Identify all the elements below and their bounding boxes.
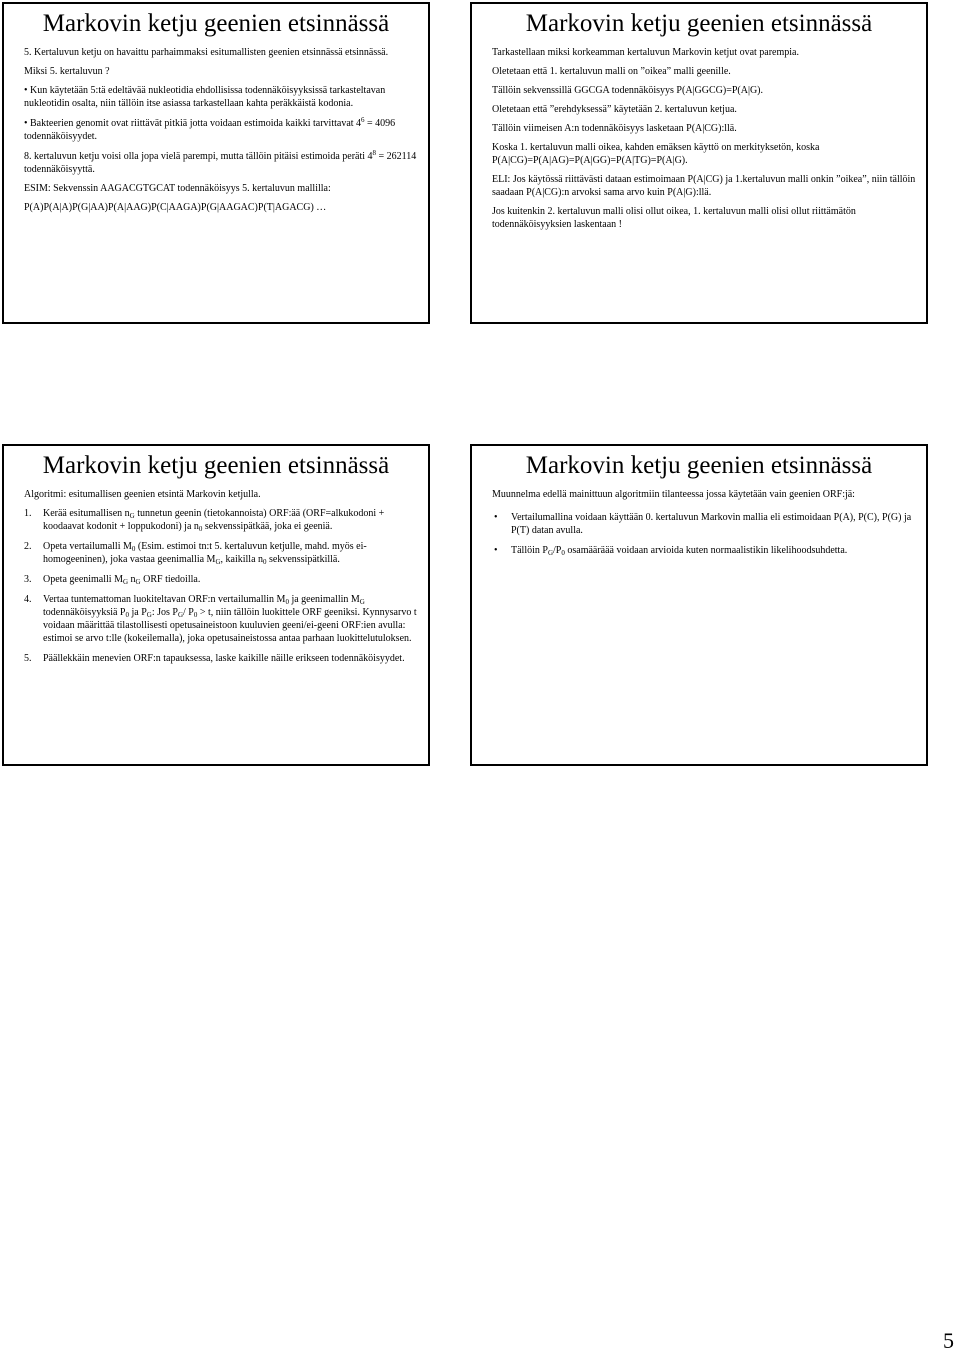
item-number: 5.: [24, 653, 32, 664]
subscript: 0: [193, 611, 198, 619]
superscript: 8: [372, 149, 377, 157]
subscript: G: [129, 512, 135, 520]
bullet-glyph: •: [24, 85, 28, 96]
paragraph: [24, 150, 422, 176]
list-item: [492, 511, 920, 537]
text: ja geenimallin M: [288, 594, 360, 605]
text: : Jos P: [151, 607, 178, 618]
slide-3: [2, 444, 430, 766]
subscript: G: [359, 598, 365, 606]
bullet-glyph: •: [494, 545, 498, 556]
slide-body: [4, 46, 428, 214]
numbered-list: [24, 507, 422, 665]
item-number: 2.: [24, 541, 32, 552]
text: Päällekkäin menevien ORF:n tapauksessa, laske kaikille näille erikseen todennäköisyydet.: [43, 653, 405, 664]
subscript: 0: [131, 545, 136, 553]
bullet-item: [24, 117, 422, 143]
slide-body: [472, 488, 926, 557]
slide-title: Markovin ketju geenien etsinnässä: [525, 452, 873, 479]
paragraph: Oletetaan että 1. kertaluvun malli on ”oikea” malli geenille.: [492, 66, 731, 77]
formula: P(A)P(A|A)P(G|AA)P(A|AAG)P(C|AAGA)P(G|AAGAC)P(T|AGACG) …: [24, 202, 327, 213]
paragraph: Algoritmi: esitumallisen geenien etsintä Markovin ketjulla.: [24, 489, 261, 500]
list-item: [24, 593, 422, 645]
subscript: 0: [263, 558, 267, 566]
text: Kerää esitumallisen n: [43, 508, 130, 519]
paragraph: Tällöin sekvenssillä GGCGA todennäköisyys P(A|GGCG)=P(A|G).: [492, 85, 764, 96]
page-number: 5: [943, 1328, 954, 1353]
slide-2: [470, 2, 928, 324]
slide-body: [4, 488, 428, 665]
text: > t, niin tällöin luokittele ORF geeniksi. Kynnysarvo t voidaan määrittää tilastollisesti opetusaineistoon kuuluvien geeni/ei-geeni ORF:ien avulla: estimoi se arvo t:lle (kokeilemalla), joka opetusaineistossa antaa parhaan luokittelutuloksen.: [43, 607, 417, 644]
paragraph: Tarkastellaan miksi korkeamman kertaluvun Markovin ketjut ovat parempia.: [492, 47, 799, 58]
item-number: 3.: [24, 574, 32, 585]
slide-title: Markovin ketju geenien etsinnässä: [525, 10, 873, 37]
item-number: 4.: [24, 594, 32, 605]
paragraph: ELI: Jos käytössä riittävästi dataan estimoimaan P(A|CG) ja 1.kertaluvun malli onkin ”oikea”, niin tällöin saadaan P(A|CG):n arvoksi sama arvo kuin P(A|G):llä.: [492, 174, 916, 198]
text: tunnetun geenin (tietokannoista) ORF:ää (ORF=alkukodoni + koodaavat kodonit + loppukodoni) ja n: [43, 508, 385, 532]
subscript: G: [135, 578, 141, 586]
text: osamääräää voidaan arvioida kuten normaalistikin likelihoodsuhdetta.: [564, 545, 848, 556]
text: 8. kertaluvun ketju voisi olla jopa vielä parempi, mutta tällöin pitäisi estimoida peräti 4: [24, 151, 373, 162]
text: sekvenssipätkää, joka ei geeniä.: [202, 521, 333, 532]
text: Tällöin P: [511, 545, 548, 556]
paragraph: ESIM: Sekvenssin AAGACGTGCAT todennäköisyys 5. kertaluvun mallilla:: [24, 183, 331, 194]
paragraph: 5. Kertaluvun ketju on havaittu parhaimmaksi esitumallisten geenien etsinnässä etsinnässä.: [24, 47, 389, 58]
text: n: [128, 574, 136, 585]
list-item: [24, 540, 422, 566]
text: Vertaa tuntemattoman luokiteltavan ORF:n vertailumallin M: [43, 594, 286, 605]
slide-4: [470, 444, 928, 766]
subscript: 0: [561, 549, 565, 557]
subscript: G: [215, 558, 221, 566]
slide-title: Markovin ketju geenien etsinnässä: [42, 452, 390, 479]
text: ja P: [129, 607, 147, 618]
superscript: 6: [361, 116, 365, 124]
bullet-glyph: •: [494, 512, 498, 523]
bullet-list: [492, 511, 920, 557]
subscript: G: [146, 611, 152, 619]
text: / P: [183, 607, 194, 618]
paragraph: Koska 1. kertaluvun malli oikea, kahden emäksen käyttö on merkityksetön, koska P(A|CG)=P(A|AG)=P(A|GG)=P(A|TG)=P(A|G).: [492, 142, 820, 166]
paragraph: Miksi 5. kertaluvun ?: [24, 66, 110, 77]
item-number: 1.: [24, 508, 32, 519]
text: /P: [553, 545, 562, 556]
slide-1: [2, 2, 430, 324]
text: (Esim. estimoi tn:t 5. kertaluvun ketjulle, mahd. myös ei-homogeeninen), joka vastaa geenimallia M: [43, 541, 367, 565]
subscript: 0: [198, 525, 203, 533]
bullet-text: Bakteerien genomit ovat riittävät pitkiä jotta voidaan estimoida kaikki tarvittavat 4: [30, 118, 362, 129]
bullet-item: [24, 84, 422, 110]
paragraph: Tällöin viimeisen A:n todennäköisyys lasketaan P(A|CG):llä.: [492, 123, 737, 134]
subscript: G: [547, 549, 554, 557]
text: ORF tiedoilla.: [140, 574, 201, 585]
bullet-glyph: •: [24, 118, 28, 129]
text: Opeta geenimalli M: [43, 574, 123, 585]
text: Opeta vertailumalli M: [43, 541, 132, 552]
list-item: [24, 507, 422, 533]
text: todennäköisyyksiä P: [43, 607, 126, 618]
text: , kaikilla n: [220, 554, 264, 565]
paragraph: Muunnelma edellä mainittuun algoritmiin tilanteessa jossa käytetään vain geenien ORF:jä:: [492, 489, 855, 500]
subscript: 0: [125, 611, 129, 619]
slide-title: Markovin ketju geenien etsinnässä: [42, 10, 390, 37]
list-item: [492, 544, 920, 557]
text: Vertailumallina voidaan käyttään 0. kertaluvun Markovin mallia eli estimoidaan P(A), P(C), P(G) ja P(T) datan avulla.: [511, 512, 912, 536]
slide-body: [472, 46, 926, 231]
bullet-text: = 4096 todennäköisyydet.: [24, 118, 396, 142]
text: sekvenssipätkillä.: [266, 554, 340, 565]
text: = 262114 todennäköisyyttä.: [24, 151, 417, 175]
paragraph: Oletetaan että ”erehdyksessä” käytetään 2. kertaluvun ketjua.: [492, 104, 737, 115]
list-item: [24, 652, 422, 665]
bullet-text: Kun käytetään 5:tä edeltävää nukleotidia ehdollisissa todennäköisyyksissä tarkasteltavan nukleotidin osalta, niin tällöin itse asiassa tarkastellaan kahta peräkkäistä kodonia.: [24, 85, 386, 109]
list-item: [24, 573, 422, 586]
paragraph: Jos kuitenkin 2. kertaluvun malli olisi ollut oikea, 1. kertaluvun malli olisi ollut riittämätön todennäköisyyksien laskentaan !: [492, 206, 856, 230]
subscript: G: [122, 578, 129, 586]
subscript: 0: [285, 598, 289, 606]
subscript: G: [177, 611, 184, 619]
